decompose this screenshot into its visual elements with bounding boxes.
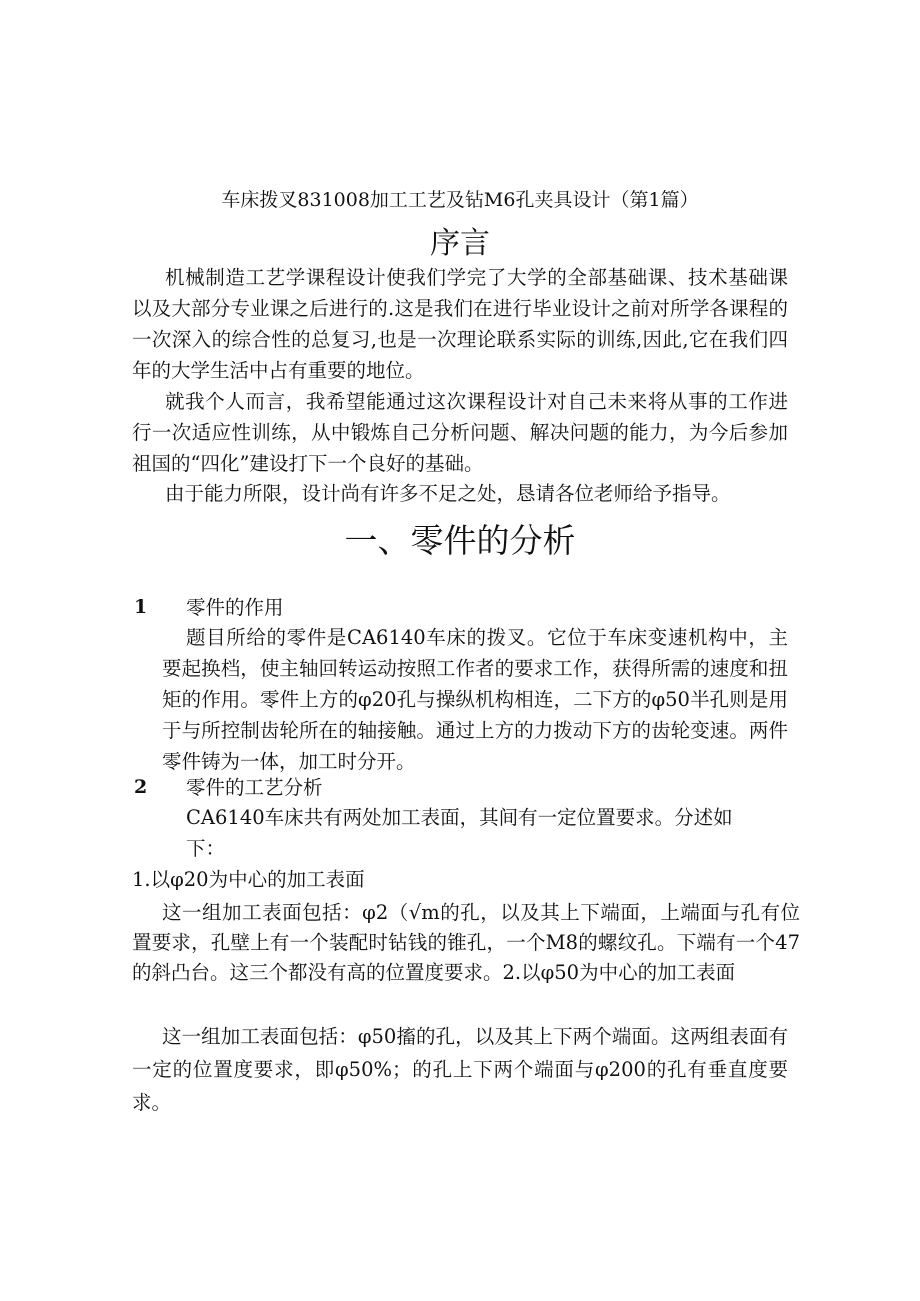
preface-paragraph-2: 就我个人而言，我希望能通过这次课程设计对自己未来将从事的工作进行一次适应性训练，从中锻炼自己分析问题、解决问题的能力，为今后参加祖国的“四化”建设打下一个良好的基础。 <box>132 390 788 475</box>
item-number-2: 2 <box>134 776 148 798</box>
subsection-heading-1: 1.以φ20为中心的加工表面 <box>132 868 365 891</box>
item-text-2 <box>186 802 788 864</box>
item-text-1: 题目所给的零件是CA6140车床的拨叉。它位于车床变速机构中，主要起换档，使主轴回转运动按照工作者的要求工作，获得所需的速度和扭矩的作用。零件上方的φ20孔与操纵机构相连，二下方的φ50半孔则是用于与所控制齿轮所在的轴接触。通过上方的力拨动下方的齿轮变速。两件零件铸为一体，加工时分开。 <box>162 626 788 773</box>
item-title-2: 零件的工艺分析 <box>186 776 323 799</box>
item-text-2-line-1: CA6140车床共有两处加工表面，其间有一定位置要求。分述如 <box>186 806 733 829</box>
preface-paragraph-1: 机械制造工艺学课程设计使我们学完了大学的全部基础课、技术基础课以及大部分专业课之后进行的.这是我们在进行毕业设计之前对所学各课程的一次深入的综合性的总复习,也是一次理论联系实际的训练,因此,它在我们四年的大学生活中占有重要的地位。 <box>132 266 788 382</box>
item-number-1: 1 <box>134 596 148 618</box>
preface-heading: 序言 <box>430 226 490 261</box>
section-heading: 一、零件的分析 <box>344 521 576 560</box>
item-text-2-line-2: 下： <box>186 837 226 860</box>
subsection-text-1: 这一组加工表面包括：φ2（√m的孔，以及其上下端面，上端面与孔有位置要求，孔壁上有一个装配时钻钱的锥孔，一个M8的螺纹孔。下端有一个47的斜凸台。这三个都没有高的位置度要求。2.以φ50为中心的加工表面 <box>132 901 800 984</box>
document-title: 车床拨叉831008加工工艺及钻M6孔夹具设计（第1篇） <box>221 189 699 211</box>
item-title-1: 零件的作用 <box>186 596 284 619</box>
preface-paragraph-3: 由于能力所限，设计尚有许多不足之处，恳请各位老师给予指导。 <box>165 482 731 505</box>
subsection-text-2: 这一组加工表面包括：φ50搐的孔，以及其上下两个端面。这两组表面有一定的位置度要求，即φ50%；的孔上下两个端面与φ200的孔有垂直度要求。 <box>132 1025 788 1114</box>
